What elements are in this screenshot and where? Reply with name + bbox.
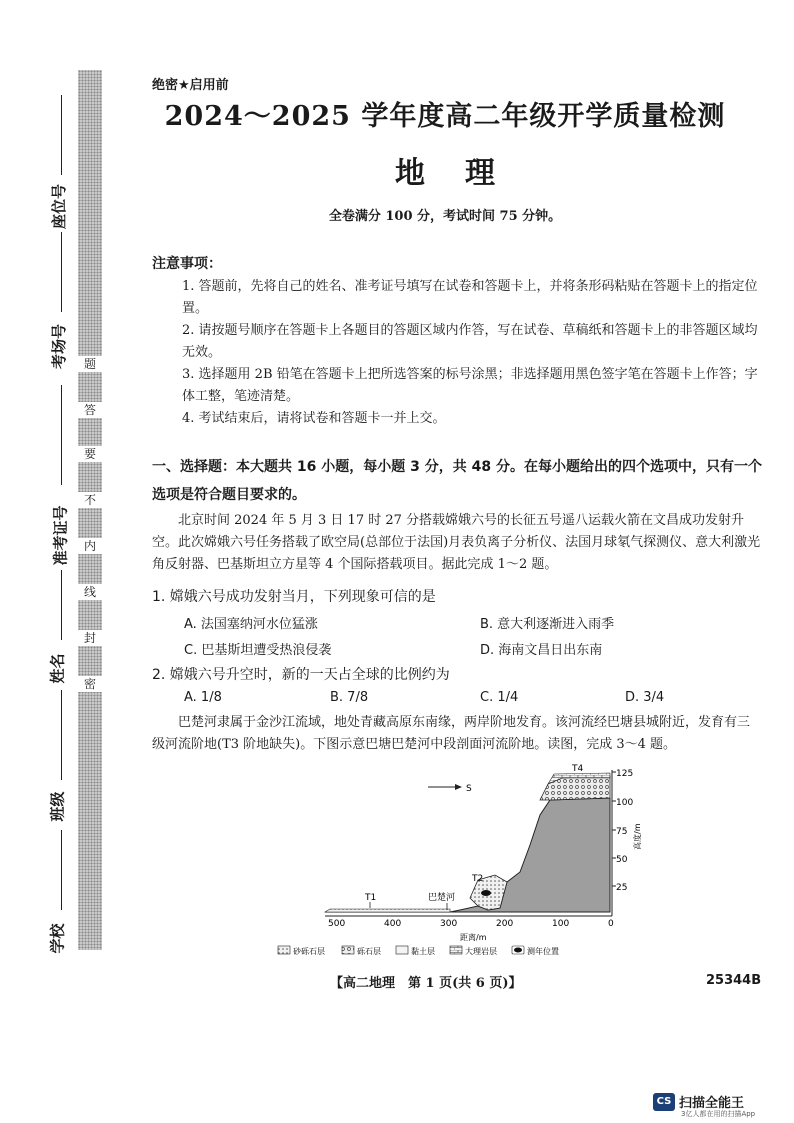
name-field[interactable] [61, 570, 62, 640]
x-tick-label: 0 [608, 919, 614, 929]
q2-option-c[interactable]: C. 1/4 [480, 690, 519, 705]
section-heading: 一、选择题：本大题共 16 小题，每小题 3 分，共 48 分。在每小题给出的四个选项中，只有一个选项是符合题目要求的。 [152, 459, 762, 503]
seal-word: 内 [78, 538, 102, 554]
seal-word: 题 [78, 356, 102, 372]
dating-marker-icon [481, 890, 491, 896]
arrow-head-icon [455, 784, 462, 790]
x-tick-label: 500 [328, 919, 346, 929]
notice-item: 4. 考试结束后，请将试卷和答题卡一并上交。 [182, 411, 446, 426]
direction-label: S [466, 784, 472, 794]
y-tick-label: 50 [616, 855, 628, 865]
y-tick-label: 125 [616, 769, 634, 779]
x-tick-label: 100 [552, 919, 570, 929]
school-label: 学校 [48, 923, 67, 954]
ticket-number-label: 准考证号 [51, 505, 70, 566]
t2-label: T2 [472, 874, 484, 884]
legend-label: 大理岩层 [465, 947, 497, 956]
seal-line-strip [78, 70, 102, 950]
x-tick-label: 200 [496, 919, 514, 929]
exam-room-label: 考场号 [50, 323, 69, 370]
x-tick-label: 400 [384, 919, 402, 929]
camscanner-tagline: 3亿人都在用的扫描App [681, 1110, 756, 1118]
passage-1: 北京时间 2024 年 5 月 3 日 17 时 27 分搭载嫦娥六号的长征五号遥八运载火箭在文昌成功发射升空。此次嫦娥六号任务搭载了欧空局(总部位于法国)月表负离子分析仪、法国月球氡气探测仪、意大利激光角反射器、巴基斯坦立方星等 4 个国际搭载项目。据此完成 1～2 题。 [152, 513, 761, 572]
legend-swatch-sandgravel [278, 946, 290, 954]
notice-heading: 注意事项： [152, 256, 222, 272]
seal-word: 密 [78, 676, 102, 692]
name-label: 姓名 [48, 653, 67, 684]
seal-word: 要 [78, 446, 102, 462]
seat-number-field[interactable] [61, 95, 62, 175]
passage-2: 巴楚河隶属于金沙江流域，地处青藏高原东南缘，两岸阶地发育。该河流经巴塘县城附近，发育有三级河流阶地(T3 阶地缺失)。下图示意巴塘巴楚河中段剖面河流阶地。读图，完成 3～4 题。 [152, 715, 751, 752]
q1-option-a[interactable]: A. 法国塞纳河水位猛涨 [184, 617, 318, 632]
question-1-stem: 1. 嫦娥六号成功发射当月，下列现象可信的是 [152, 589, 436, 605]
question-2-stem: 2. 嫦娥六号升空时，新的一天占全球的比例约为 [152, 667, 450, 683]
t1-deposit [325, 909, 450, 912]
x-tick-label: 300 [440, 919, 458, 929]
subject-title: 地理 [395, 156, 535, 191]
y-tick-label: 25 [616, 883, 628, 893]
seal-word: 不 [78, 492, 102, 508]
camscanner-name: 扫描全能王 [679, 1096, 745, 1111]
q2-option-b[interactable]: B. 7/8 [330, 690, 369, 705]
y-axis-label: 高度/m [633, 823, 642, 850]
notice-item: 1. 答题前，先将自己的姓名、准考证号填写在试卷和答题卡上，并将条形码粘贴在答题卡上的指定位置。 [182, 279, 758, 316]
seal-word: 答 [78, 402, 102, 418]
seat-number-label: 座位号 [50, 183, 69, 230]
t4-label: T4 [572, 764, 584, 774]
legend-swatch-marble [450, 946, 462, 954]
y-tick-label: 100 [616, 798, 634, 808]
legend-dating-icon [514, 948, 522, 953]
exam-duration: 全卷满分 100 分，考试时间 75 分钟。 [328, 209, 562, 224]
q2-option-a[interactable]: A. 1/8 [184, 690, 222, 705]
legend-swatch-clay [396, 946, 408, 954]
q1-option-b[interactable]: B. 意大利逐渐进入雨季 [480, 617, 615, 632]
camscanner-logo: CS [653, 1093, 675, 1111]
legend-label: 砾石层 [357, 947, 381, 956]
legend-label: 砂砾石层 [293, 947, 325, 956]
notice-item: 3. 选择题用 2B 铅笔在答题卡上把所选答案的标号涂黑；非选择题用黑色签字笔在答题卡上作答；字体工整，笔迹清楚。 [182, 367, 758, 404]
confidential-mark: 绝密★启用前 [152, 78, 229, 93]
ticket-number-field[interactable] [61, 385, 62, 485]
q1-option-c[interactable]: C. 巴基斯坦遭受热浪侵袭 [184, 643, 332, 658]
terrace-profile-figure [293, 760, 650, 965]
paper-code: 25344B [706, 973, 762, 988]
exam-room-field[interactable] [61, 232, 62, 312]
q1-option-d[interactable]: D. 海南文昌日出东南 [480, 643, 603, 658]
legend-label: 黏土层 [411, 947, 435, 956]
seal-word: 线 [78, 584, 102, 600]
notice-item: 2. 请按题号顺序在答题卡上各题目的答题区域内作答，写在试卷、草稿纸和答题卡上的非答题区域均无效。 [182, 323, 758, 360]
page-footer: 【高二地理 第 1 页(共 6 页)】 [330, 976, 522, 991]
exam-title: 2024～2025 学年度高二年级开学质量检测 [164, 101, 726, 132]
x-axis-label: 距离/m [460, 933, 487, 942]
legend-label: 测年位置 [527, 947, 559, 956]
t1-label: T1 [365, 893, 377, 903]
class-label: 班级 [48, 791, 67, 822]
seal-word: 封 [78, 630, 102, 646]
y-tick-label: 75 [616, 827, 628, 837]
legend-swatch-gravel [342, 946, 354, 954]
school-field[interactable] [61, 830, 62, 910]
q2-option-d[interactable]: D. 3/4 [625, 690, 665, 705]
notice-list [182, 276, 760, 430]
river-label: 巴楚河 [428, 893, 456, 903]
class-field[interactable] [61, 690, 62, 780]
